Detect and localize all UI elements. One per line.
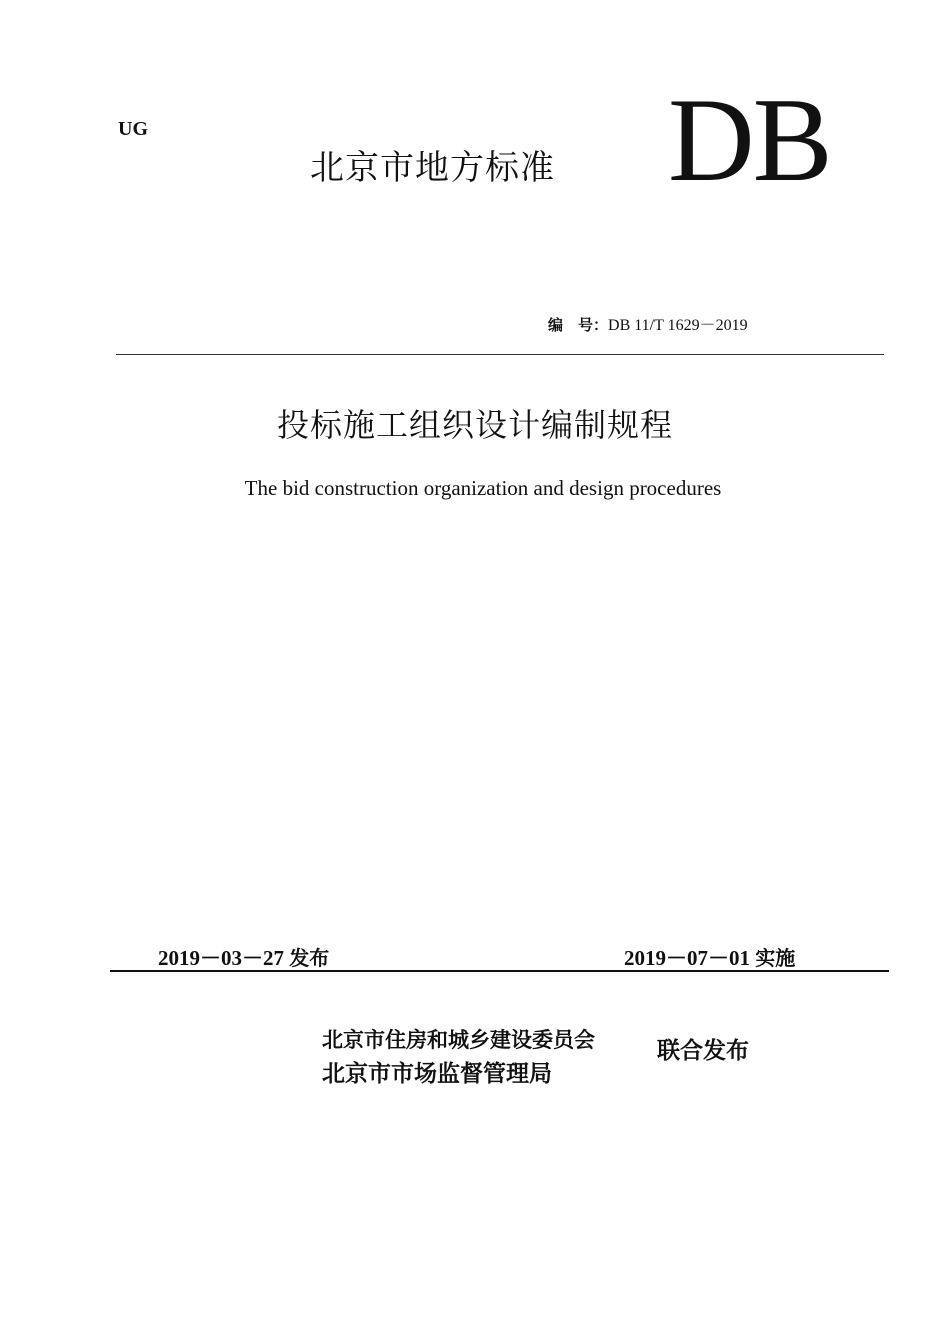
issuer-housing-commission: 北京市住房和城乡建设委员会 bbox=[322, 1028, 595, 1052]
implementation-label: 实施 bbox=[755, 946, 796, 970]
classification-code: UG bbox=[118, 118, 148, 140]
issuer-market-regulation: 北京市市场监督管理局 bbox=[322, 1061, 552, 1087]
document-title-en: The bid construction organization and design procedures bbox=[244, 476, 722, 500]
standard-category-title: 北京市地方标准 bbox=[310, 148, 555, 188]
issue-date-line bbox=[158, 942, 329, 972]
issue-label: 发布 bbox=[289, 946, 330, 970]
bottom-divider bbox=[110, 970, 889, 972]
standard-number-value: DB 11/T 1629－2019 bbox=[608, 317, 748, 334]
issue-date: 2019－03－27 bbox=[158, 946, 284, 970]
implementation-date-line bbox=[624, 942, 795, 972]
top-divider bbox=[116, 354, 884, 355]
implementation-date: 2019－07－01 bbox=[624, 946, 750, 970]
document-title-cn: 投标施工组织设计编制规程 bbox=[276, 406, 673, 444]
standard-number-label: 编 号： bbox=[548, 316, 609, 334]
joint-issue-label: 联合发布 bbox=[657, 1038, 749, 1064]
standard-number bbox=[548, 312, 748, 335]
db-logo: DB bbox=[668, 73, 831, 206]
